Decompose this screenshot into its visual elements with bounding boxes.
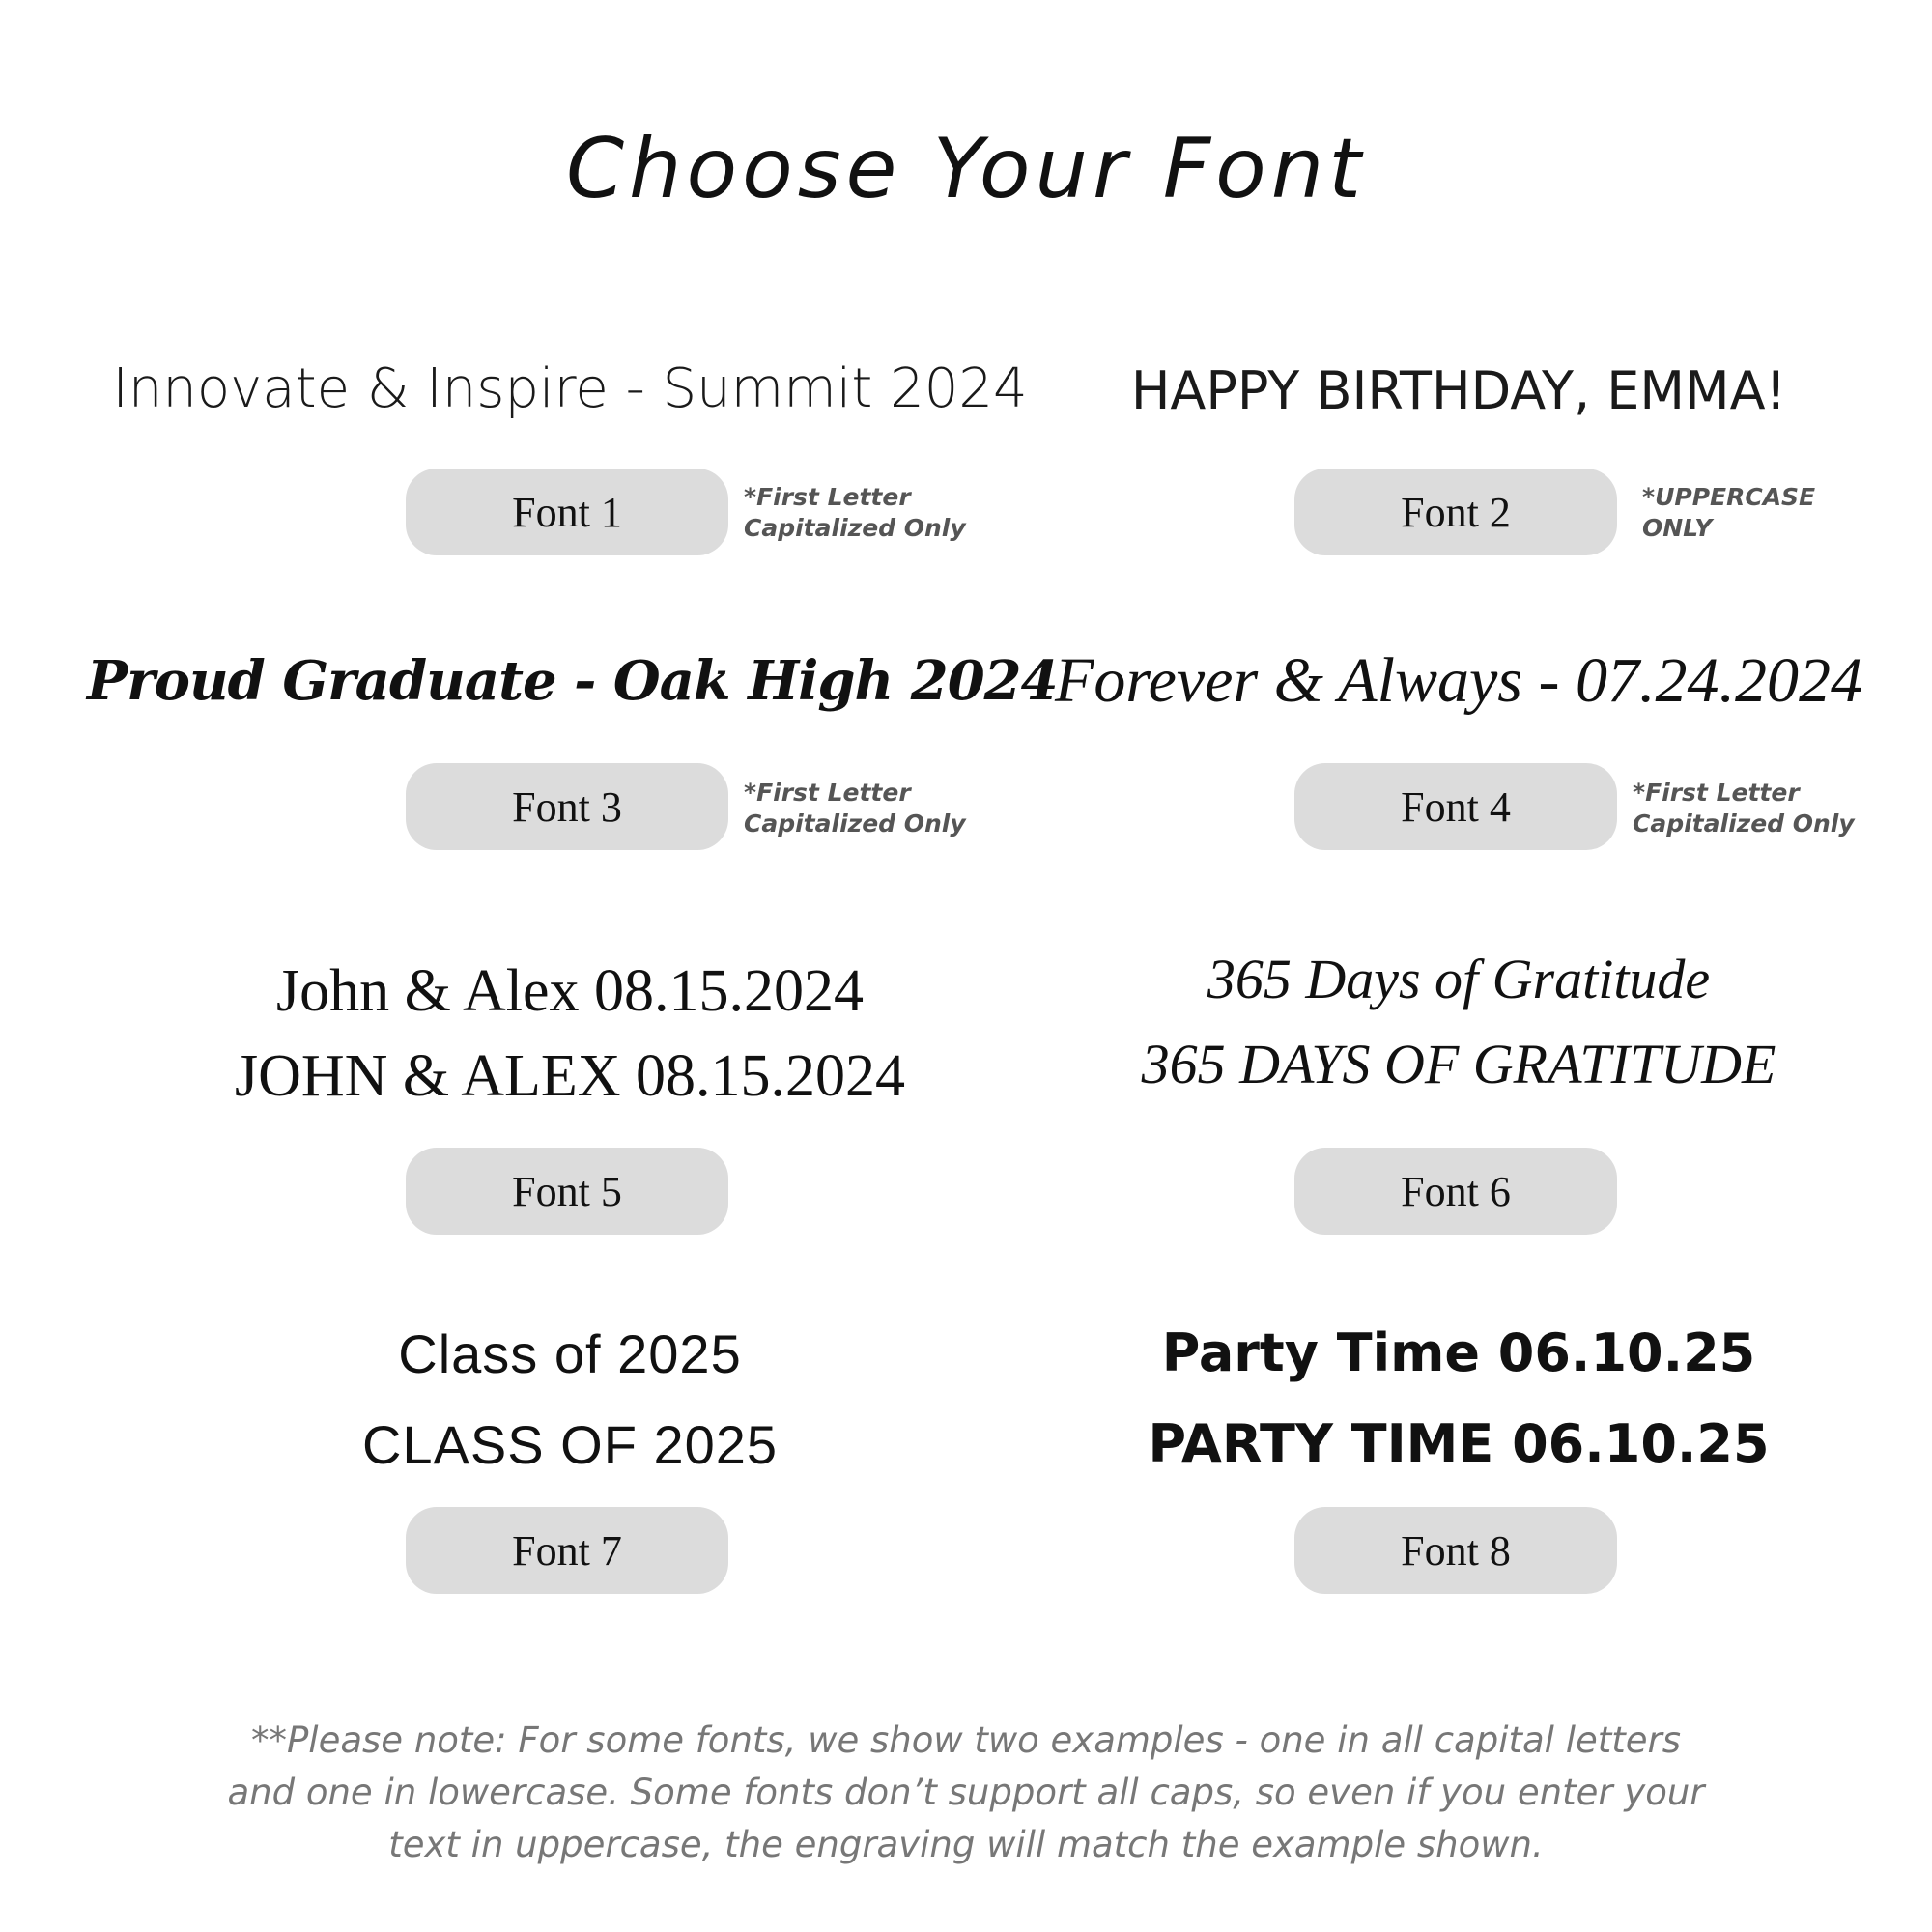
- font-7-sample-mixed: Class of 2025: [398, 1323, 742, 1384]
- footer-line-1: **Please note: For some fonts, we show two examples - one in all capital letters: [250, 1719, 1682, 1761]
- font-6-button[interactable]: Font 6: [1294, 1148, 1617, 1235]
- font-8-sample-mixed: Party Time 06.10.25: [1161, 1322, 1756, 1383]
- font-6-sample-block: [976, 948, 1932, 1095]
- font-8-sample-block: [976, 1322, 1932, 1474]
- font-5-sample-mixed: John & Alex 08.15.2024: [276, 958, 864, 1024]
- font-8-sample-upper: PARTY TIME 06.10.25: [1148, 1413, 1770, 1474]
- footer-line-2: and one in lowercase. Some fonts don’t support all caps, so even if you enter your: [227, 1772, 1705, 1813]
- footer-line-3: text in uppercase, the engraving will match the example shown.: [388, 1824, 1544, 1865]
- font-3-note-line-2: Capitalized Only: [744, 810, 966, 838]
- font-2-sample-block: [976, 360, 1932, 421]
- font-7-sample-block: [87, 1323, 1053, 1475]
- font-4-button[interactable]: Font 4: [1294, 763, 1617, 850]
- font-3-button[interactable]: Font 3: [406, 763, 728, 850]
- font-1-note: [744, 482, 966, 544]
- font-1-note-line-2: Capitalized Only: [744, 514, 966, 542]
- font-1-note-line-1: *First Letter: [744, 483, 911, 511]
- font-1-sample-block: [87, 357, 1053, 420]
- font-6-sample-upper: 365 DAYS OF GRATITUDE: [1141, 1033, 1776, 1095]
- font-2-note: [1642, 482, 1815, 544]
- font-7-sample-upper: CLASS OF 2025: [361, 1414, 779, 1475]
- font-5-button[interactable]: Font 5: [406, 1148, 728, 1235]
- font-8-button[interactable]: Font 8: [1294, 1507, 1617, 1594]
- font-4-note-line-2: Capitalized Only: [1633, 810, 1855, 838]
- font-3-note-line-1: *First Letter: [744, 779, 911, 807]
- font-4-note: [1633, 778, 1855, 839]
- font-4-sample: Forever & Always - 07.24.2024: [1055, 645, 1862, 716]
- font-5-sample-block: [87, 958, 1053, 1109]
- font-3-sample-block: [87, 649, 1058, 713]
- font-5-sample-upper: JOHN & ALEX 08.15.2024: [234, 1043, 906, 1109]
- footer-note: [0, 1715, 1932, 1871]
- font-1-sample: Innovate & Inspire - Summit 2024: [112, 357, 1028, 420]
- font-4-note-line-1: *First Letter: [1633, 779, 1800, 807]
- font-2-note-line-1: *UPPERCASE: [1642, 483, 1816, 511]
- font-4-sample-block: [976, 645, 1932, 716]
- font-7-button[interactable]: Font 7: [406, 1507, 728, 1594]
- font-1-button[interactable]: Font 1: [406, 469, 728, 555]
- font-3-note: [744, 778, 966, 839]
- font-6-sample-mixed: 365 Days of Gratitude: [1207, 948, 1711, 1010]
- font-2-button[interactable]: Font 2: [1294, 469, 1617, 555]
- font-3-sample: Proud Graduate - Oak High 2024: [87, 649, 1058, 713]
- font-2-note-line-2: ONLY: [1642, 514, 1713, 542]
- font-2-sample: HAPPY BIRTHDAY, EMMA!: [1130, 360, 1787, 421]
- page-title: Choose Your Font: [565, 121, 1367, 217]
